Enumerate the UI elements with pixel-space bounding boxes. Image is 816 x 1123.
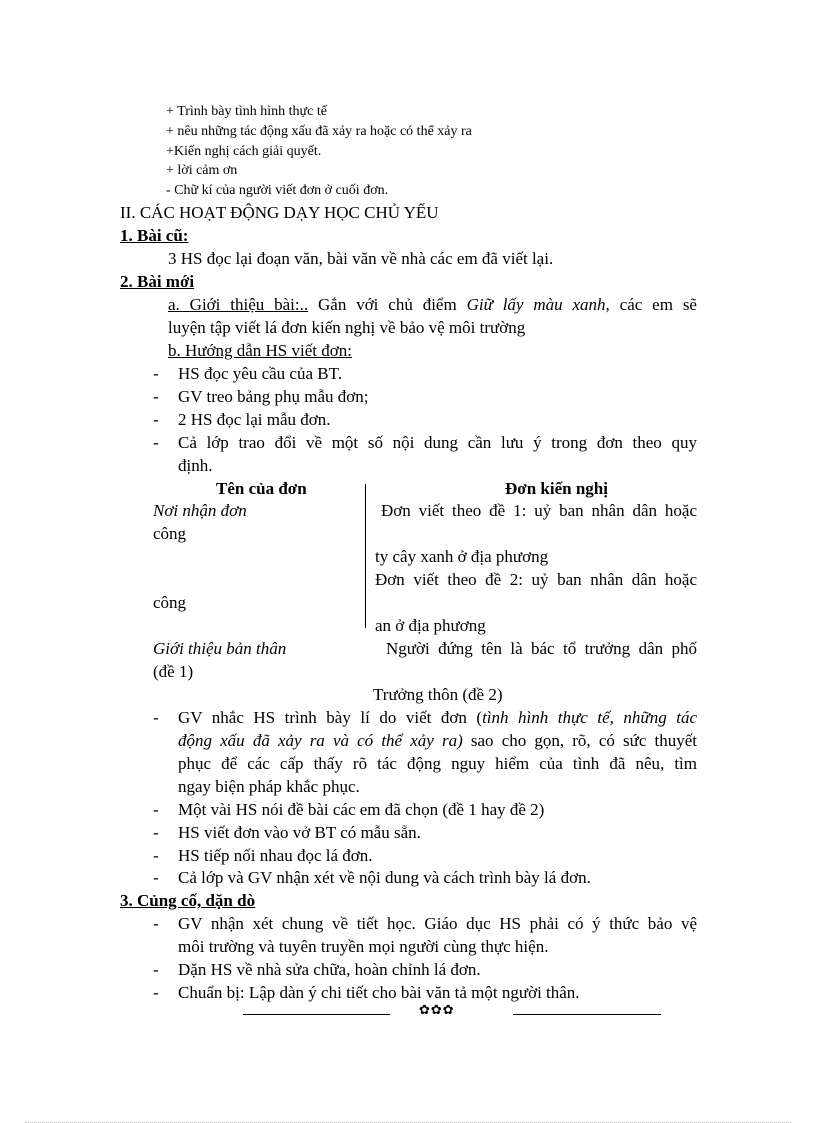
step-item: HS đọc yêu cầu của BT. <box>178 364 342 383</box>
row-label: Nơi nhận đơn <box>153 501 247 520</box>
bullet-dash: - <box>153 868 159 887</box>
form-item: + Trình bày tình hình thực tế <box>166 104 327 119</box>
bullet-dash: - <box>153 433 159 452</box>
step-item: 2 HS đọc lại mẫu đơn. <box>178 410 331 429</box>
intro-line <box>168 295 697 315</box>
intro-label: a. Giới thiệu bài:.. <box>168 295 309 314</box>
table-header-col1: Tên của đơn <box>216 479 307 498</box>
row-value: ty cây xanh ở địa phương <box>375 547 549 566</box>
bullet-item: GV nhận xét chung về tiết học. Giáo dục HS phải có ý thức bảo vệ <box>178 914 697 933</box>
bullet-dash: - <box>153 364 159 383</box>
bullet-item: phục để các cấp thấy rõ tác động nguy hiểm của tình đã nêu, tìm <box>178 754 697 773</box>
bullet-wrapper <box>178 708 697 728</box>
row-cont: (đề 1) <box>153 662 194 681</box>
theme-name: Giữ lấy màu xanh <box>466 295 606 314</box>
bullet-wrapper <box>178 914 697 934</box>
intro-text: Gắn với chủ điểm <box>308 295 467 314</box>
guide-label: b. Hướng dẫn HS viết đơn: <box>168 341 352 360</box>
bullet-dash: - <box>153 410 159 429</box>
bullet-item <box>178 731 697 751</box>
row-value-wrapper <box>375 570 697 590</box>
bullet-item: HS tiếp nối nhau đọc lá đơn. <box>178 846 373 865</box>
intro-line-2: luyện tập viết lá đơn kiến nghị về bảo vệ môi trường <box>168 318 526 337</box>
step-item: GV treo bảng phụ mẫu đơn; <box>178 387 369 406</box>
bullet-text: sao cho gọn, rõ, có sức thuyết <box>462 731 698 750</box>
heading-bai-moi: 2. Bài mới <box>120 272 195 291</box>
form-item: + lời cảm ơn <box>166 163 238 178</box>
bullet-item: Một vài HS nói đề bài các em đã chọn (đề 1 hay đề 2) <box>178 800 545 819</box>
form-item: +Kiến nghị cách giải quyết. <box>166 144 322 159</box>
bullet-item <box>178 708 697 728</box>
row-value: Trưởng thôn (đề 2) <box>373 685 503 704</box>
bullet-item: HS viết đơn vào vở BT có mẫu sẵn. <box>178 823 421 842</box>
bullet-item: môi trường và tuyên truyền mọi người cùng thực hiện. <box>178 937 549 956</box>
bullet-item: Chuẩn bị: Lập dàn ý chi tiết cho bài văn tả một người thân. <box>178 983 580 1002</box>
row-label: Giới thiệu bản thân <box>153 639 287 658</box>
section-title: II. CÁC HOẠT ĐỘNG DẠY HỌC CHỦ YẾU <box>120 203 439 222</box>
form-item: + nêu những tác động xấu đã xảy ra hoặc có thể xảy ra <box>166 124 472 139</box>
intro-text-2: , các em sẽ <box>605 295 697 314</box>
row-value-wrapper <box>386 639 697 659</box>
step-item-cont: định. <box>178 456 213 475</box>
bullet-dash: - <box>153 846 159 865</box>
bullet-item: Cả lớp và GV nhận xét về nội dung và cách trình bày lá đơn. <box>178 868 591 887</box>
row-value: an ở địa phương <box>375 616 486 635</box>
bullet-wrapper <box>178 754 697 774</box>
row-value: Người đứng tên là bác tổ trưởng dân phố <box>386 639 697 658</box>
form-item: - Chữ kí của người viết đơn ở cuối đơn. <box>166 183 389 198</box>
step-item-wrapper <box>178 433 697 453</box>
bullet-dash: - <box>153 823 159 842</box>
bullet-dash: - <box>153 800 159 819</box>
separator-line-right <box>513 1014 661 1015</box>
row-value: Đơn viết theo đề 1: uỷ ban nhân dân hoặc <box>381 501 697 520</box>
step-item: Cả lớp trao đổi về một số nội dung cần lưu ý trong đơn theo quy <box>178 433 697 452</box>
bullet-italic: tình hình thực tế, những tác <box>482 708 697 727</box>
bullet-dash: - <box>153 983 159 1002</box>
bullet-dash: - <box>153 387 159 406</box>
row-cont: công <box>153 524 187 543</box>
bullet-dash: - <box>153 708 159 727</box>
bullet-text: GV nhắc HS trình bày lí do viết đơn ( <box>178 708 483 727</box>
separator-line-left <box>243 1014 390 1015</box>
ornament-icon: ✿✿✿ <box>419 1003 455 1018</box>
bullet-wrapper <box>178 731 697 751</box>
heading-bai-cu: 1. Bài cũ: <box>120 226 189 245</box>
bullet-dash: - <box>153 960 159 979</box>
bullet-item: Dặn HS về nhà sửa chữa, hoàn chỉnh lá đơn. <box>178 960 481 979</box>
table-divider <box>365 484 366 628</box>
bullet-italic: động xấu đã xảy ra và có thể xảy ra) <box>178 731 463 750</box>
row-cont: công <box>153 593 187 612</box>
intro-paragraph <box>168 295 697 315</box>
table-header-col2: Đơn kiến nghị <box>505 479 608 498</box>
row-value-wrapper <box>381 501 697 521</box>
bai-cu-text: 3 HS đọc lại đoạn văn, bài văn về nhà các em đã viết lại. <box>168 249 554 268</box>
bullet-dash: - <box>153 914 159 933</box>
heading-cung-co: 3. Củng cố, dặn dò <box>120 891 256 910</box>
bullet-item: ngay biện pháp khắc phục. <box>178 777 360 796</box>
row-value: Đơn viết theo đề 2: uỷ ban nhân dân hoặc <box>375 570 697 589</box>
